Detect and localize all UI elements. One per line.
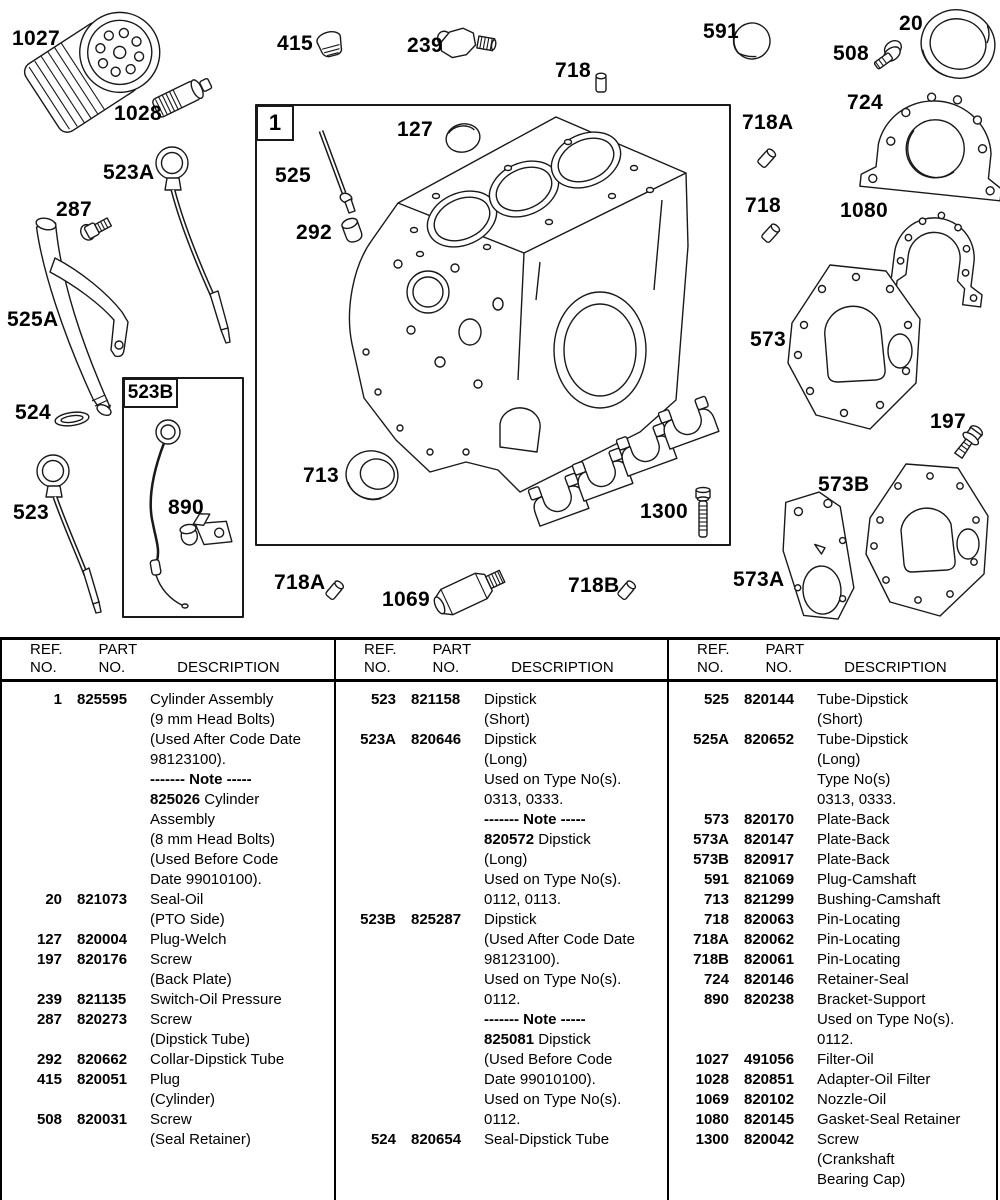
header-part-no xyxy=(766,641,805,677)
part-no-cell: 820051 xyxy=(77,1071,128,1088)
table-row xyxy=(669,950,996,970)
callout-197: 197 xyxy=(930,410,966,433)
description-cell xyxy=(150,990,334,1010)
description-line: Dipstick xyxy=(484,731,537,748)
description-line: 825026 Cylinder xyxy=(150,791,260,808)
ref-no-cell: 573B xyxy=(693,851,729,868)
description-line: 0112. xyxy=(484,991,521,1008)
ref-no-cell: 1300 xyxy=(695,1131,729,1148)
header-part-no xyxy=(433,641,472,677)
header-ref-line1: REF. xyxy=(30,641,63,658)
description-cell xyxy=(817,810,996,830)
parts-table-column-2 xyxy=(334,640,667,1200)
ref-no-cell: 1080 xyxy=(695,1111,729,1128)
bushing-camshaft-drawing xyxy=(342,446,403,504)
description-cell xyxy=(817,950,996,970)
description-line: 98123100). xyxy=(150,751,226,768)
description-line: 820572 Dipstick xyxy=(484,831,591,848)
description-line: Adapter-Oil Filter xyxy=(817,1071,931,1088)
table-body xyxy=(2,682,334,1150)
description-line: (PTO Side) xyxy=(150,911,225,928)
ref-no-cell: 523 xyxy=(370,691,396,708)
screw-seal-retainer-drawing xyxy=(869,38,906,71)
part-no-cell: 820176 xyxy=(77,951,128,968)
ref-no-cell: 20 xyxy=(45,891,62,908)
callout-718b-bottom: 718B xyxy=(568,574,620,597)
description-line: (Used Before Code xyxy=(484,1051,613,1068)
part-no-cell: 825287 xyxy=(411,911,462,928)
ref-no-cell: 127 xyxy=(36,931,62,948)
description-cell xyxy=(150,1010,334,1050)
description-cell xyxy=(817,890,996,910)
callout-415: 415 xyxy=(277,32,313,55)
description-cell xyxy=(817,1090,996,1110)
table-body xyxy=(669,682,996,1190)
part-no-cell: 820917 xyxy=(744,851,795,868)
table-row xyxy=(2,950,334,990)
table-row xyxy=(669,730,996,810)
parts-table-column-3 xyxy=(667,640,998,1200)
description-line: Filter-Oil xyxy=(817,1051,874,1068)
header-ref-no xyxy=(30,641,63,677)
description-cell xyxy=(817,690,996,730)
description-line: 0313, 0333. xyxy=(484,791,564,808)
description-line: (Long) xyxy=(484,751,528,768)
table-row xyxy=(2,1070,334,1110)
description-line: Plate-Back xyxy=(817,831,890,848)
ref-no-cell: 523B xyxy=(360,911,396,928)
pin-locating-drawing-top xyxy=(596,73,606,92)
description-cell xyxy=(150,1070,334,1110)
ref-no-cell: 292 xyxy=(36,1051,62,1068)
callout-292: 292 xyxy=(296,221,332,244)
part-no-cell: 820170 xyxy=(744,811,795,828)
description-line: Used on Type No(s). xyxy=(484,871,622,888)
oil-pressure-switch-drawing xyxy=(435,15,500,68)
part-no-cell: 820102 xyxy=(744,1091,795,1108)
seal-dipstick-tube-drawing xyxy=(54,410,89,428)
callout-127: 127 xyxy=(397,118,433,141)
ref-no-cell: 523A xyxy=(360,731,396,748)
description-cell xyxy=(817,870,996,890)
description-line: Used on Type No(s). xyxy=(484,771,622,788)
description-line: Screw xyxy=(150,951,192,968)
header-part-no xyxy=(99,641,138,677)
description-line: Assembly xyxy=(150,811,216,828)
part-no-cell: 821158 xyxy=(411,691,461,708)
description-cell xyxy=(150,930,334,950)
callout-718a-bottom: 718A xyxy=(274,571,326,594)
header-ref-line2: NO. xyxy=(697,659,724,676)
description-line: (Seal Retainer) xyxy=(150,1131,251,1148)
table-header xyxy=(669,640,996,682)
figure-box-1-label: 1 xyxy=(256,105,294,141)
ref-no-cell: 1027 xyxy=(695,1051,729,1068)
part-no-cell: 820238 xyxy=(744,991,795,1008)
header-part-line2: NO. xyxy=(432,659,460,676)
callout-890: 890 xyxy=(168,496,204,519)
description-cell xyxy=(150,690,334,890)
description-cell xyxy=(817,830,996,850)
description-cell xyxy=(817,1110,996,1130)
parts-table xyxy=(0,637,1000,1200)
table-row xyxy=(669,930,996,950)
description-line: Pin-Locating xyxy=(817,911,901,928)
description-line: Plate-Back xyxy=(817,811,890,828)
part-no-cell: 820273 xyxy=(77,1011,128,1028)
description-line: Plug-Welch xyxy=(150,931,227,948)
ref-no-cell: 591 xyxy=(703,871,729,888)
header-part-line2: NO. xyxy=(98,659,126,676)
table-header xyxy=(336,640,667,682)
table-row xyxy=(669,690,996,730)
part-no-cell: 820662 xyxy=(77,1051,128,1068)
description-cell xyxy=(150,950,334,990)
pin-locating-drawing-718a-right xyxy=(757,148,777,169)
table-row xyxy=(669,1050,996,1070)
description-line: (Crankshaft xyxy=(817,1151,895,1168)
ref-no-cell: 239 xyxy=(36,991,62,1008)
callout-523: 523 xyxy=(13,501,49,524)
description-line: (Used After Code Date xyxy=(150,731,301,748)
callout-239: 239 xyxy=(407,34,443,57)
part-no-cell: 820146 xyxy=(744,971,795,988)
ref-no-cell: 1028 xyxy=(695,1071,729,1088)
callout-508: 508 xyxy=(833,42,869,65)
description-line: (Short) xyxy=(817,711,863,728)
part-no-cell: 820063 xyxy=(744,911,795,928)
description-cell xyxy=(817,850,996,870)
description-line: (9 mm Head Bolts) xyxy=(150,711,276,728)
callout-591: 591 xyxy=(703,20,739,43)
ref-no-cell: 573A xyxy=(693,831,729,848)
description-line: Seal-Dipstick Tube xyxy=(484,1131,610,1148)
description-line: Seal-Oil xyxy=(150,891,204,908)
table-row xyxy=(669,870,996,890)
callout-525a: 525A xyxy=(7,308,59,331)
description-line: Screw xyxy=(817,1131,859,1148)
ref-no-cell: 1069 xyxy=(695,1091,729,1108)
table-row xyxy=(669,1070,996,1090)
part-no-cell: 820062 xyxy=(744,931,795,948)
description-cell xyxy=(150,1110,334,1150)
description-cell xyxy=(817,1050,996,1070)
dipstick-short-drawing xyxy=(37,455,101,613)
ref-no-cell: 890 xyxy=(703,991,729,1008)
ref-no-cell: 415 xyxy=(36,1071,62,1088)
description-line: (Back Plate) xyxy=(150,971,232,988)
header-part-line1: PART xyxy=(98,641,138,658)
description-cell xyxy=(484,690,667,730)
description-line: Used on Type No(s). xyxy=(484,971,622,988)
header-description: DESCRIPTION xyxy=(844,659,947,676)
part-no-cell: 820061 xyxy=(744,951,795,968)
table-row xyxy=(669,830,996,850)
collar-dipstick-tube-drawing xyxy=(341,216,364,244)
description-line: ------- Note ----- xyxy=(484,811,586,828)
description-line: 0313, 0333. xyxy=(817,791,897,808)
description-line: (Used Before Code xyxy=(150,851,279,868)
description-line: Bearing Cap) xyxy=(817,1171,906,1188)
part-no-cell: 825595 xyxy=(77,691,128,708)
description-cell xyxy=(817,910,996,930)
table-row xyxy=(669,890,996,910)
description-line: Pin-Locating xyxy=(817,951,901,968)
header-part-line1: PART xyxy=(432,641,472,658)
description-line: Switch-Oil Pressure xyxy=(150,991,282,1008)
description-cell xyxy=(150,890,334,930)
description-line: Used on Type No(s). xyxy=(817,1011,955,1028)
callout-523a: 523A xyxy=(103,161,155,184)
description-cell xyxy=(150,1050,334,1070)
description-cell xyxy=(817,730,996,810)
engine-block-drawing xyxy=(349,117,688,492)
header-description: DESCRIPTION xyxy=(177,659,280,676)
ref-no-cell: 524 xyxy=(370,1131,396,1148)
table-row xyxy=(2,1010,334,1050)
description-line: Retainer-Seal xyxy=(817,971,909,988)
callout-718-top: 718 xyxy=(555,59,591,82)
callout-718-right: 718 xyxy=(745,194,781,217)
part-no-cell: 820144 xyxy=(744,691,795,708)
header-part-line2: NO. xyxy=(765,659,793,676)
table-row xyxy=(336,1130,667,1150)
description-line: (Cylinder) xyxy=(150,1091,216,1108)
table-row xyxy=(2,930,334,950)
callout-724: 724 xyxy=(847,91,883,114)
plug-welch-drawing xyxy=(443,120,483,155)
plate-back-drawing-573b xyxy=(866,464,988,616)
table-row xyxy=(2,1110,334,1150)
description-cell xyxy=(817,990,996,1050)
description-cell xyxy=(817,1070,996,1090)
ref-no-cell: 713 xyxy=(703,891,729,908)
callout-525: 525 xyxy=(275,164,311,187)
figure-box-523b-label: 523B xyxy=(123,378,178,408)
pin-locating-drawing-718b-bottom xyxy=(617,580,637,601)
description-line: Tube-Dipstick xyxy=(817,691,909,708)
description-line: (Dipstick Tube) xyxy=(150,1031,251,1048)
description-line: (Used After Code Date xyxy=(484,931,635,948)
part-no-cell: 820654 xyxy=(411,1131,462,1148)
callout-1027: 1027 xyxy=(12,27,60,50)
header-ref-line2: NO. xyxy=(364,659,391,676)
pin-locating-drawing-718-right xyxy=(761,223,781,244)
description-line: Used on Type No(s). xyxy=(484,1091,622,1108)
table-row xyxy=(2,890,334,930)
description-line: Cylinder Assembly xyxy=(150,691,274,708)
ref-no-cell: 718B xyxy=(693,951,729,968)
description-line: Pin-Locating xyxy=(817,931,901,948)
ref-no-cell: 525A xyxy=(693,731,729,748)
part-no-cell: 820004 xyxy=(77,931,128,948)
plate-back-drawing-573 xyxy=(788,265,920,429)
description-line: (Long) xyxy=(817,751,861,768)
callout-718a-right: 718A xyxy=(742,111,794,134)
part-no-cell: 820042 xyxy=(744,1131,795,1148)
ref-no-cell: 1 xyxy=(53,691,62,708)
header-ref-line2: NO. xyxy=(30,659,57,676)
table-row xyxy=(2,690,334,890)
description-line: 0112. xyxy=(484,1111,521,1128)
table-row xyxy=(669,810,996,830)
callout-573: 573 xyxy=(750,328,786,351)
description-line: Type No(s) xyxy=(817,771,891,788)
header-ref-no xyxy=(697,641,730,677)
header-part-line1: PART xyxy=(765,641,805,658)
ref-no-cell: 724 xyxy=(703,971,729,988)
description-line: Tube-Dipstick xyxy=(817,731,909,748)
table-row xyxy=(336,730,667,910)
table-row xyxy=(669,970,996,990)
part-no-cell: 821069 xyxy=(744,871,795,888)
callout-1028: 1028 xyxy=(114,102,162,125)
table-row xyxy=(669,1090,996,1110)
callout-20: 20 xyxy=(899,12,923,35)
description-line: Plug xyxy=(150,1071,181,1088)
part-no-cell: 821135 xyxy=(77,991,127,1008)
description-line: Dipstick xyxy=(484,911,537,928)
part-no-cell: 820851 xyxy=(744,1071,795,1088)
part-no-cell: 821299 xyxy=(744,891,795,908)
description-line: Date 99010100). xyxy=(150,871,262,888)
ref-no-cell: 525 xyxy=(703,691,729,708)
description-cell xyxy=(484,730,667,910)
plate-back-drawing-573a xyxy=(779,490,856,622)
ref-no-cell: 508 xyxy=(36,1111,62,1128)
parts-table-column-1 xyxy=(0,640,334,1200)
description-line: Plate-Back xyxy=(817,851,890,868)
callout-573b: 573B xyxy=(818,473,870,496)
description-line: 98123100). xyxy=(484,951,560,968)
description-line: ------- Note ----- xyxy=(484,1011,586,1028)
table-row xyxy=(336,910,667,1130)
table-body xyxy=(336,682,667,1150)
part-no-cell: 820031 xyxy=(77,1111,128,1128)
part-no-cell: 820147 xyxy=(744,831,795,848)
ref-no-cell: 718 xyxy=(703,911,729,928)
description-line: Nozzle-Oil xyxy=(817,1091,887,1108)
plug-cylinder-drawing xyxy=(315,29,344,58)
description-line: Gasket-Seal Retainer xyxy=(817,1111,961,1128)
table-row xyxy=(669,850,996,870)
callout-1300: 1300 xyxy=(640,500,688,523)
part-no-cell: 820646 xyxy=(411,731,462,748)
description-line: 825081 Dipstick xyxy=(484,1031,591,1048)
tube-dipstick-short-drawing xyxy=(321,131,355,213)
description-line: Screw xyxy=(150,1111,192,1128)
part-no-cell: 491056 xyxy=(744,1051,795,1068)
table-row xyxy=(2,990,334,1010)
description-line: ------- Note ----- xyxy=(150,771,252,788)
table-row xyxy=(669,1130,996,1190)
description-cell xyxy=(484,910,667,1130)
dipstick-long-drawing xyxy=(156,147,230,343)
table-row xyxy=(669,990,996,1050)
part-no-cell: 821073 xyxy=(77,891,128,908)
table-row xyxy=(669,1110,996,1130)
description-cell xyxy=(817,1130,996,1190)
header-ref-line1: REF. xyxy=(364,641,397,658)
ref-no-cell: 718A xyxy=(693,931,729,948)
description-cell xyxy=(817,970,996,990)
callout-573a: 573A xyxy=(733,568,785,591)
header-description: DESCRIPTION xyxy=(511,659,614,676)
pin-locating-drawing-718a-bottom xyxy=(325,580,345,601)
ref-no-cell: 573 xyxy=(703,811,729,828)
table-row xyxy=(669,910,996,930)
part-no-cell: 820652 xyxy=(744,731,795,748)
part-no-cell: 820145 xyxy=(744,1111,795,1128)
description-line: Dipstick xyxy=(484,691,537,708)
description-line: 0112, 0113. xyxy=(484,891,562,908)
description-line: Screw xyxy=(150,1011,192,1028)
callout-1080: 1080 xyxy=(840,199,888,222)
description-line: Bracket-Support xyxy=(817,991,926,1008)
description-cell xyxy=(817,930,996,950)
description-line: Plug-Camshaft xyxy=(817,871,917,888)
header-ref-line1: REF. xyxy=(697,641,730,658)
description-cell xyxy=(484,1130,667,1150)
description-line: 0112. xyxy=(817,1031,854,1048)
oil-seal-drawing xyxy=(914,2,1000,86)
description-line: Bushing-Camshaft xyxy=(817,891,941,908)
description-line: (8 mm Head Bolts) xyxy=(150,831,276,848)
header-ref-no xyxy=(364,641,397,677)
callout-713: 713 xyxy=(303,464,339,487)
screw-crankshaft-drawing xyxy=(696,488,710,538)
callout-1069: 1069 xyxy=(382,588,430,611)
callout-524: 524 xyxy=(15,401,51,424)
description-line: Collar-Dipstick Tube xyxy=(150,1051,285,1068)
ref-no-cell: 287 xyxy=(36,1011,62,1028)
description-line: Date 99010100). xyxy=(484,1071,596,1088)
ref-no-cell: 197 xyxy=(36,951,62,968)
table-row xyxy=(336,690,667,730)
description-line: (Short) xyxy=(484,711,530,728)
callout-287: 287 xyxy=(56,198,92,221)
table-header xyxy=(2,640,334,682)
table-row xyxy=(2,1050,334,1070)
nozzle-oil-drawing xyxy=(430,564,508,620)
description-line: (Long) xyxy=(484,851,528,868)
